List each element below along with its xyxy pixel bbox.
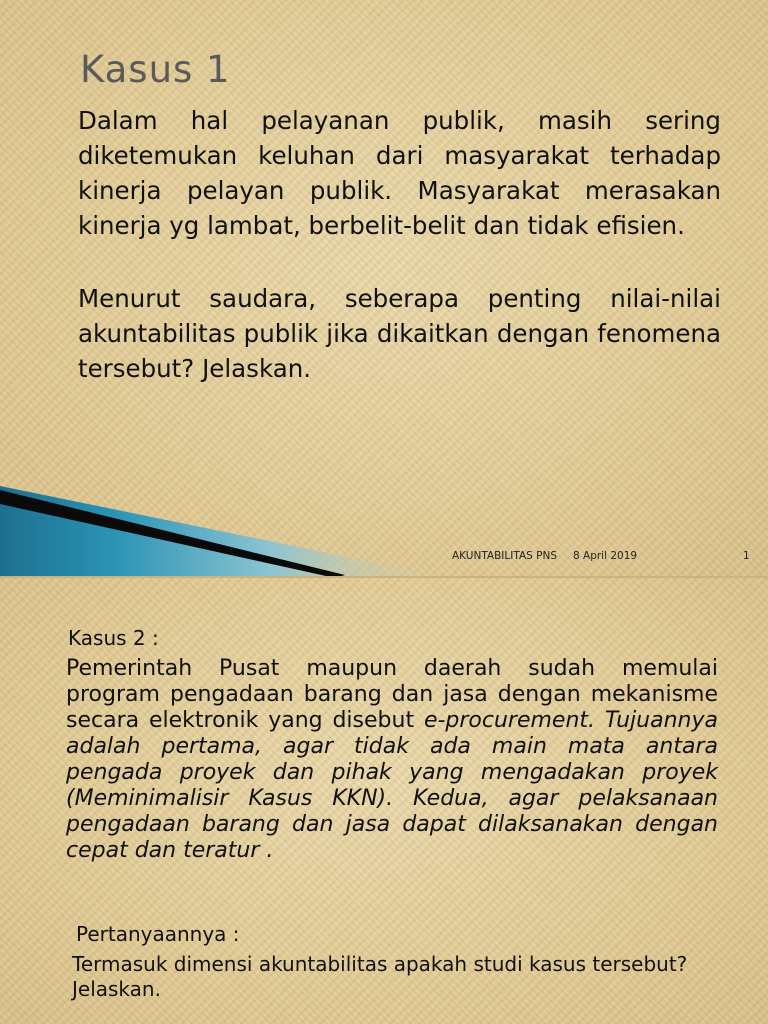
footer-date: 8 April 2019: [573, 550, 638, 562]
case-2-heading: Kasus 2 :: [68, 626, 159, 650]
slide-title: Kasus 1: [80, 48, 231, 91]
case-2-italic-text: e-procurement. Tujuannya adalah pertama, agar tidak ada main mata antara pengada proyek dan pihak yang mengadakan proyek (Meminimalisir Kasus KKN). Kedua, agar pelaksanaan pengadaan barang dan jasa dapat dilaksanakan dengan cepat dan teratur .: [66, 708, 718, 863]
footer-page-number: 1: [743, 550, 750, 562]
case-2-description: [66, 656, 718, 864]
case-2-text: Pemerintah Pusat maupun daerah sudah memulai program pengadaan barang dan jasa dengan mekanisme secara elektronik yang disebut: [66, 656, 718, 733]
case-description: Dalam hal pelayanan publik, masih sering diketemukan keluhan dari masyarakat terhadap kinerja pelayan publik. Masyarakat merasakan kinerja yg lambat, berbelit-belit dan tidak efisien.: [78, 106, 721, 240]
question-label: Pertanyaannya :: [76, 922, 240, 946]
decorative-wedge: [0, 480, 450, 578]
slide-2: [0, 578, 768, 1024]
footer-title: AKUNTABILITAS PNS: [452, 550, 557, 562]
case-2-question: Termasuk dimensi akuntabilitas apakah studi kasus tersebut? Jelaskan.: [72, 952, 688, 1001]
case-question: Menurut saudara, seberapa penting nilai-nilai akuntabilitas publik jika dikaitkan dengan fenomena tersebut? Jelaskan.: [78, 284, 721, 383]
